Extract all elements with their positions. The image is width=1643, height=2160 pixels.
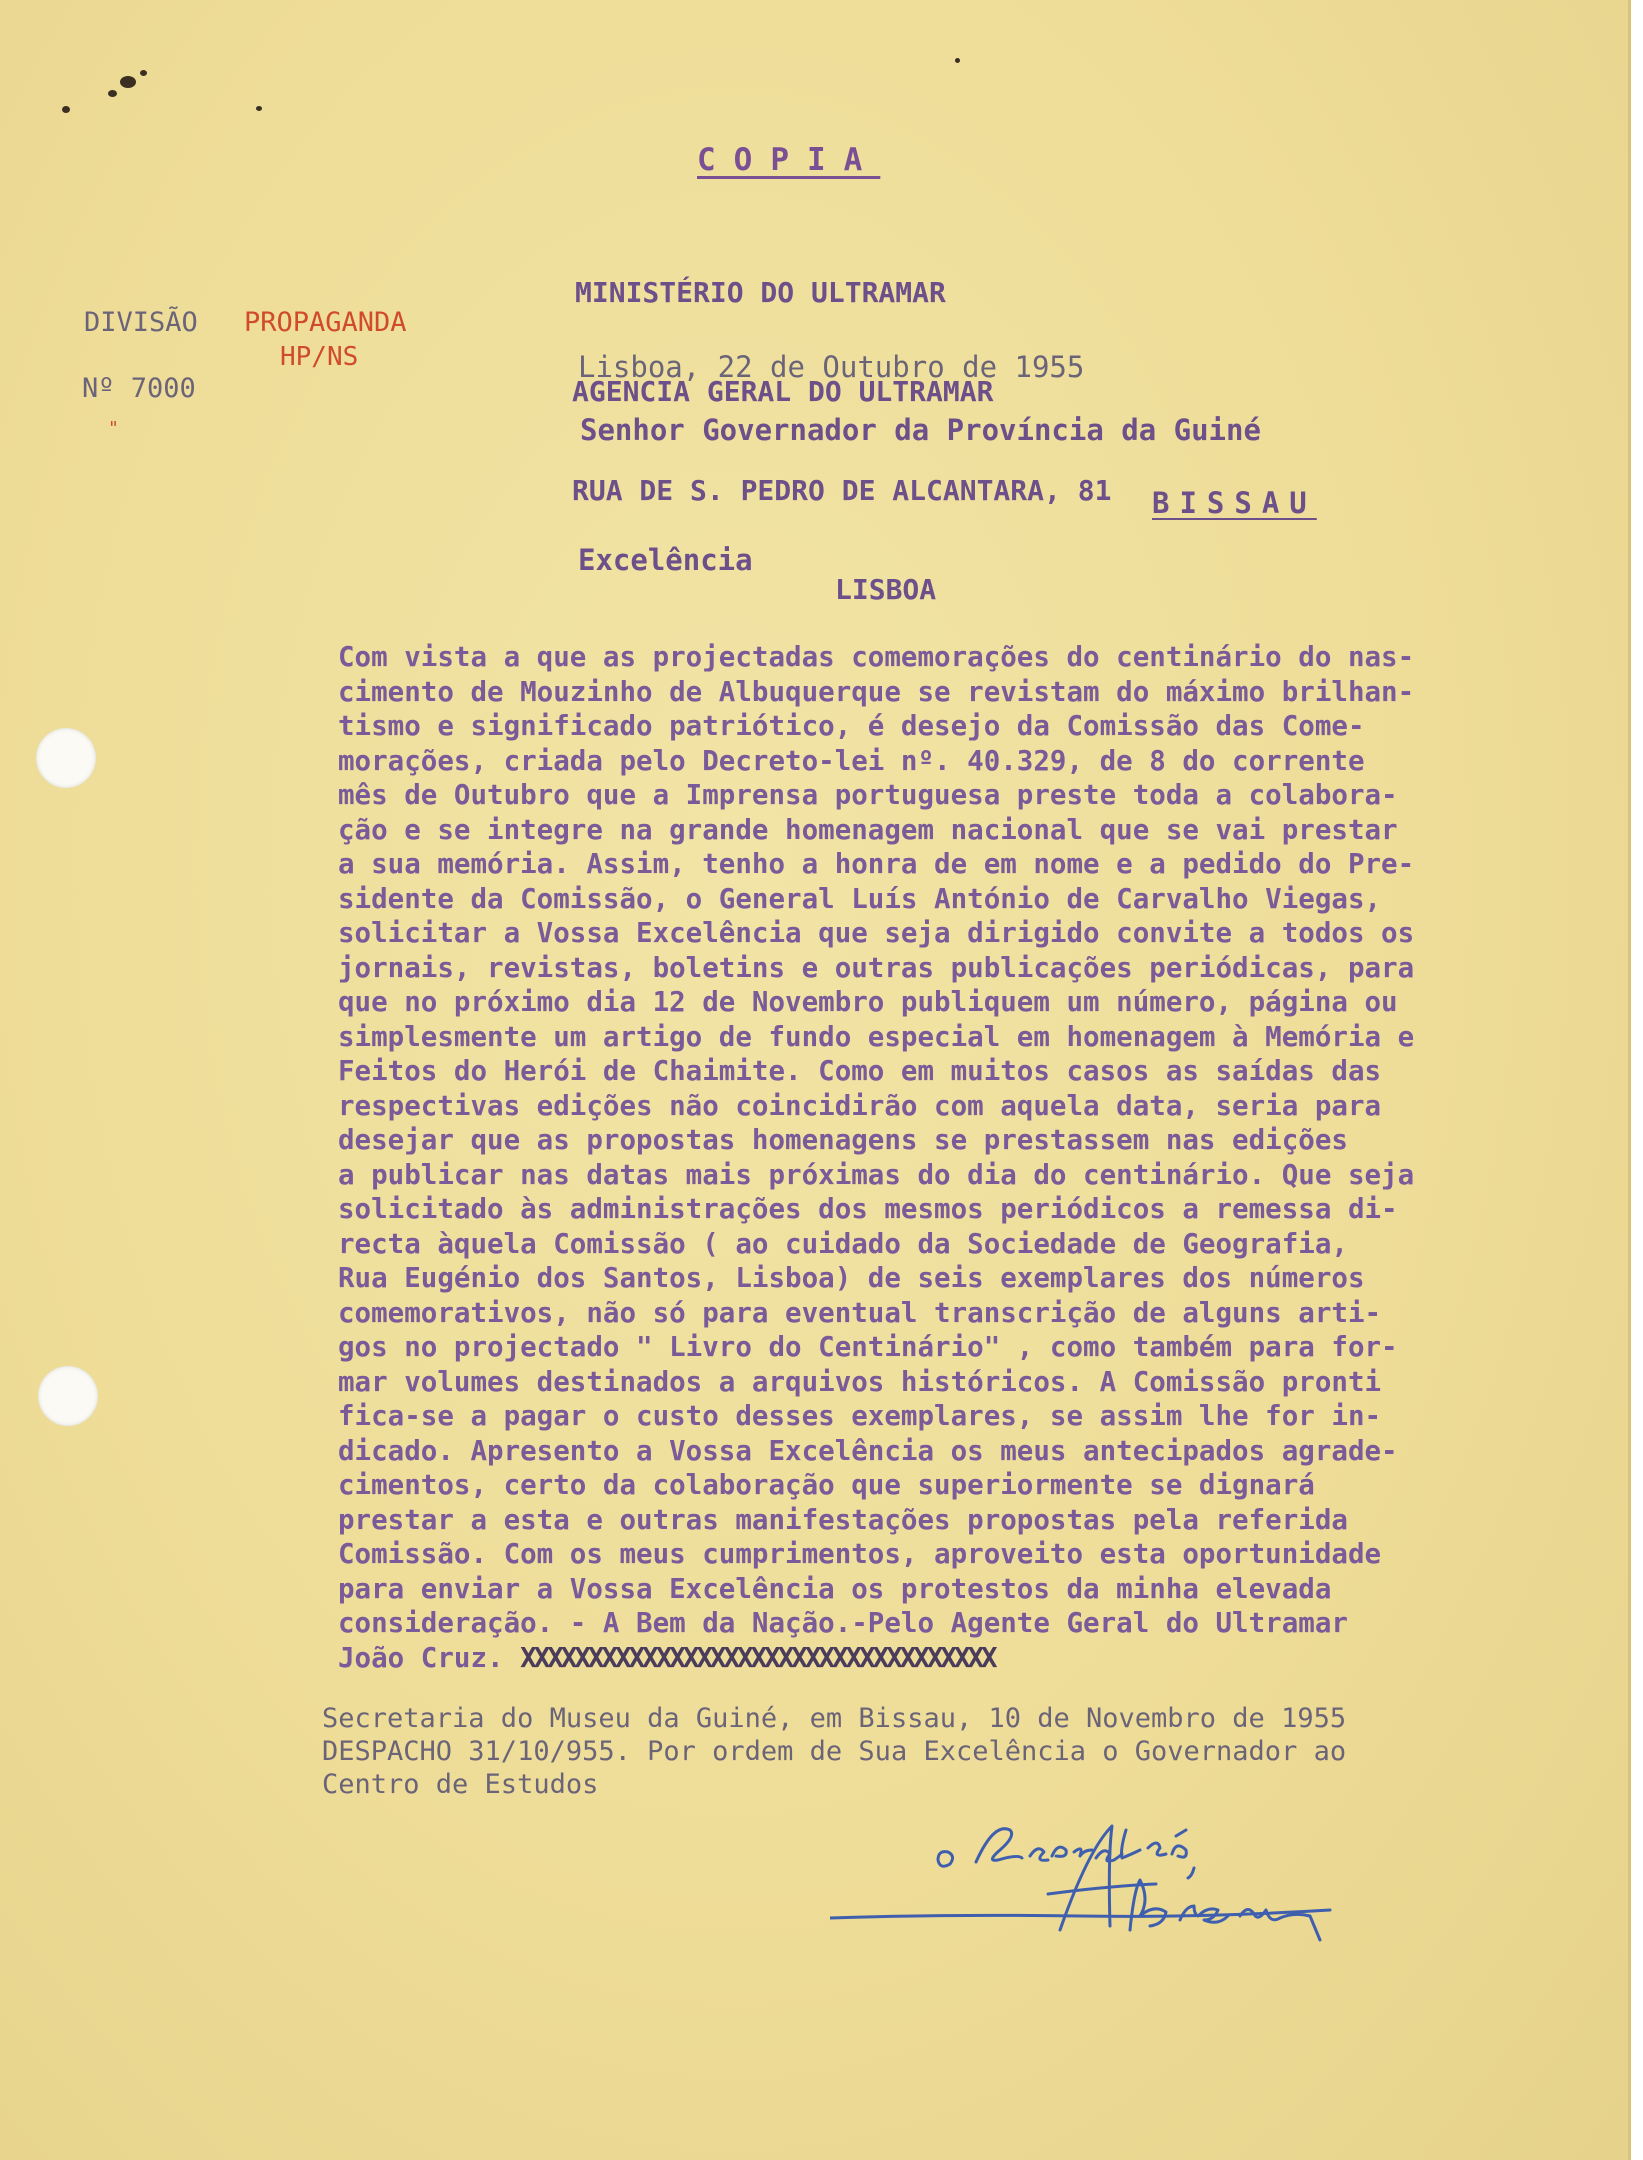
body-line: gos no projectado " Livro do Centinário" , como também para for- — [338, 1331, 1398, 1363]
body-line: cimentos, certo da colaboração que superiormente se dignará — [338, 1469, 1315, 1501]
handwritten-signature — [830, 1790, 1350, 1960]
division-name: PROPAGANDA — [244, 307, 407, 338]
body-line: respectivas edições não coincidirão com aquela data, seria para — [338, 1089, 1382, 1122]
body-line: recta àquela Comissão ( ao cuidado da Sociedade de Geografia, — [338, 1227, 1348, 1260]
ink-spot — [120, 76, 136, 88]
body-line: consideração. - A Bem da Nação.-Pelo Agente Geral do Ultramar — [338, 1607, 1348, 1639]
body-line: Com vista a que as projectadas comemorações do centinário do nas- — [338, 641, 1415, 673]
struck-out-text: XXXXXXXXXXXXXXXXXXXXXXXXXXXXXXXXXXX — [520, 1641, 995, 1674]
ink-spot — [140, 70, 147, 76]
dispatch-line: DESPACHO 31/10/955. Por ordem de Sua Excelência o Governador ao — [322, 1736, 1347, 1767]
body-line: sidente da Comissão, o General Luís António de Carvalho Viegas, — [338, 882, 1382, 915]
body-line: solicitar a Vossa Excelência que seja dirigido convite a todos os — [338, 917, 1415, 949]
closing-name: João Cruz. — [338, 1641, 504, 1674]
letterhead-line: RUA DE S. PEDRO DE ALCANTARA, 81 — [572, 474, 1112, 507]
body-line: jornais, revistas, boletins e outras publicações periódicas, para — [338, 951, 1415, 984]
body-line: tismo e significado patriótico, é desejo da Comissão das Come- — [338, 710, 1365, 742]
body-line: prestar a esta e outras manifestações propostas pela referida — [338, 1503, 1348, 1536]
dispatch-note — [322, 1702, 1346, 1801]
letterhead-line: AGENCIA GERAL DO ULTRAMAR — [572, 375, 994, 408]
punch-hole-bottom — [38, 1366, 98, 1426]
division-label: DIVISÃO — [84, 307, 198, 338]
ink-spot — [256, 106, 262, 111]
document-title: COPIA — [697, 142, 881, 178]
body-line: cimento de Mouzinho de Albuquerque se revistam do máximo brilhan- — [338, 675, 1415, 708]
body-line: simplesmente um artigo de fundo especial em homenagem à Memória e — [338, 1020, 1415, 1053]
body-line: dicado. Apresento a Vossa Excelência os meus antecipados agrade- — [338, 1434, 1398, 1467]
body-line: Rua Eugénio dos Santos, Lisboa) de seis exemplares dos números — [338, 1262, 1365, 1294]
closing-line — [338, 1641, 1628, 1676]
body-line: Comissão. Com os meus cumprimentos, aproveito esta oportunidade — [338, 1538, 1382, 1570]
body-line: a publicar nas datas mais próximas do dia do centinário. Que seja — [338, 1158, 1415, 1191]
addressee: Senhor Governador da Província da Guiné — [580, 413, 1261, 447]
letterhead-line: MINISTÉRIO DO ULTRAMAR — [575, 276, 946, 309]
body-line: comemorativos, não só para eventual transcrição de alguns arti- — [338, 1296, 1382, 1329]
body-line: ção e se integre na grande homenagem nacional que se vai prestar — [338, 813, 1398, 846]
letter-body — [338, 640, 1628, 1675]
dateline: Lisboa, 22 de Outubro de 1955 — [578, 350, 1085, 384]
salutation: Excelência — [578, 543, 753, 577]
body-line: fica-se a pagar o custo desses exemplares, se assim lhe for in- — [338, 1400, 1382, 1432]
body-line: para enviar a Vossa Excelência os protestos da minha elevada — [338, 1572, 1332, 1605]
body-line: a sua memória. Assim, tenho a honra de em nome e a pedido do Pre- — [338, 848, 1415, 880]
body-line: morações, criada pelo Decreto-lei nº. 40.329, de 8 do corrente — [338, 744, 1365, 777]
letterhead-line: LISBOA — [835, 573, 937, 606]
city: BISSAU — [1152, 486, 1317, 520]
dispatch-line: Secretaria do Museu da Guiné, em Bissau, 10 de Novembro de 1955 — [322, 1703, 1347, 1734]
body-line: solicitado às administrações dos mesmos periódicos a remessa di- — [338, 1193, 1398, 1225]
ink-spot — [62, 106, 70, 113]
body-line: mês de Outubro que a Imprensa portuguesa preste toda a colabora- — [338, 779, 1398, 811]
division-code: HP/NS — [280, 342, 359, 372]
body-line: mar volumes destinados a arquivos históricos. A Comissão pronti — [338, 1365, 1382, 1398]
dispatch-line: Centro de Estudos — [322, 1769, 599, 1800]
ink-spot — [955, 58, 960, 63]
punch-hole-top — [36, 728, 96, 788]
body-line: que no próximo dia 12 de Novembro publiquem um número, página ou — [338, 986, 1398, 1018]
document-number: Nº 7000 — [82, 373, 196, 404]
body-line: Feitos do Herói de Chaimite. Como em muitos casos as saídas das — [338, 1055, 1382, 1087]
body-line: desejar que as propostas homenagens se prestassem nas edições — [338, 1124, 1348, 1156]
red-mark: " — [108, 418, 119, 439]
ink-spot — [108, 90, 117, 97]
